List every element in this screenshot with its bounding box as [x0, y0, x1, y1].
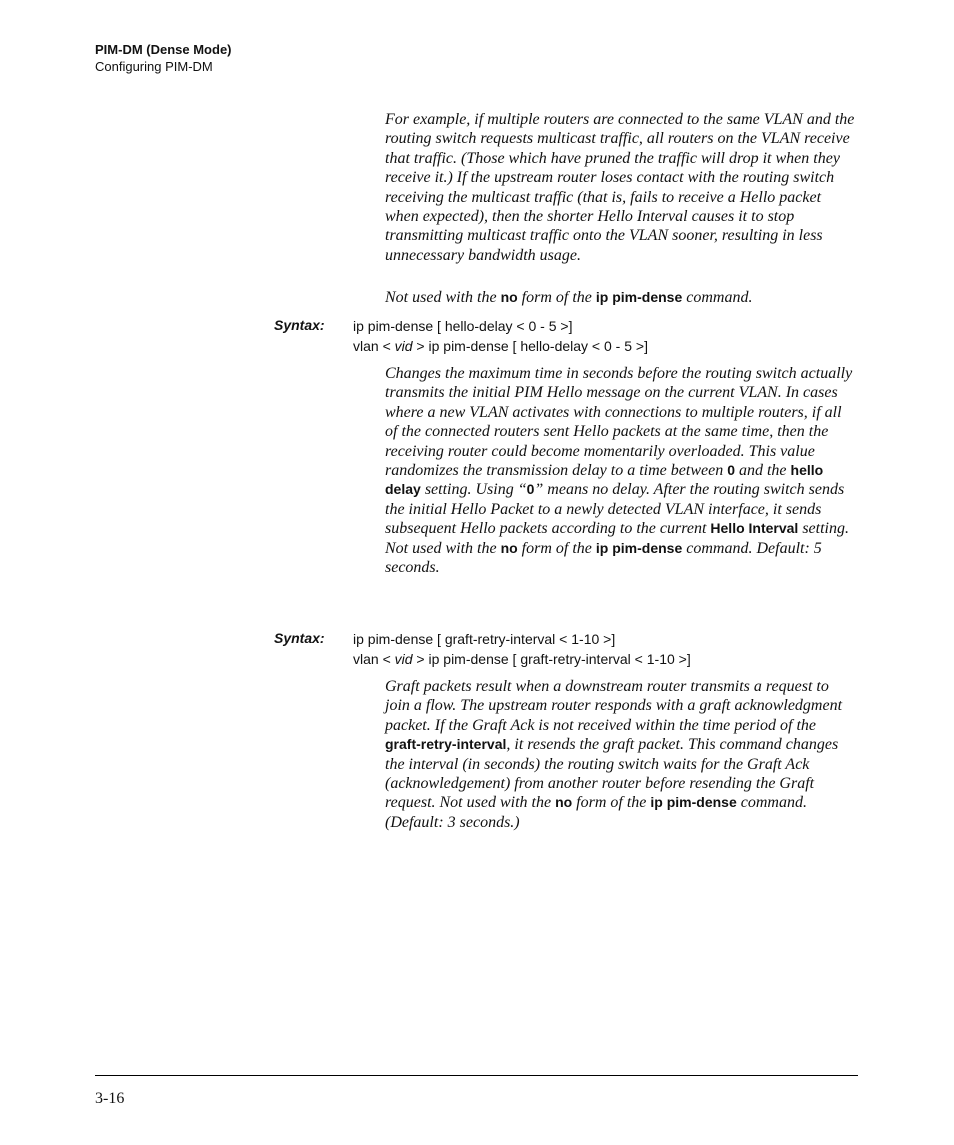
syntax-text: > ip pim-dense [ hello-delay < 0 - 5 >]: [412, 338, 648, 354]
desc-text: form of the: [572, 794, 651, 812]
syntax-text: vlan <: [353, 338, 395, 354]
section-title: Configuring PIM-DM: [95, 59, 213, 74]
desc-text: , it resends the graft packet. This command changes the interval (in seconds) the routing switch waits for the Graft Ack (acknowledgement) from another router before resending the Graft request. Not used with the: [385, 736, 839, 812]
keyword-0: 0: [526, 481, 535, 498]
intro-text: For example, if multiple routers are connected to the same VLAN and the routing switch requests multicast traffic, all routers on the VLAN receive that traffic. (Those which have pruned the traffic will drop it when they receive it.) If the upstream router loses contact with the routing switch receiving the multicast traffic (that is, fails to receive a Hello packet when expected), then the shorter Hello Interval causes it to stop transmitting multicast traffic onto the VLAN sooner, resulting in less unnecessary bandwidth usage.: [385, 111, 855, 264]
note-text: form of the: [517, 289, 596, 306]
footer-rule: [95, 1075, 858, 1076]
keyword-ip-pim-dense: ip pim-dense: [595, 539, 683, 556]
syntax-label-2: Syntax:: [274, 630, 325, 646]
hello-delay-description: [385, 364, 855, 577]
page-number: 3-16: [95, 1090, 125, 1107]
keyword-no: no: [500, 539, 518, 556]
note-text: Not used with the: [385, 289, 501, 306]
intro-paragraph: [385, 110, 855, 265]
keyword-hello-delay: hello delay: [385, 462, 824, 498]
desc-text: setting. Using “: [420, 481, 527, 499]
syntax-command-2: [353, 629, 691, 669]
keyword-graft-retry-interval: graft-retry-interval: [385, 736, 507, 753]
desc-text: Changes the maximum time in seconds before the routing switch actually transmits the initial PIM Hello message on the current VLAN. In cases where a new VLAN activates with connections to multiple routers, if all of the connected routers sent Hello packets at the same time, then the receiving router could become momentarily overloaded. This value randomizes the transmission delay to a time between: [385, 365, 853, 480]
desc-text: setting. Not used with the: [385, 520, 849, 557]
syntax-param-vid: vid: [394, 651, 413, 667]
syntax-line: [353, 649, 691, 669]
syntax-text: vlan <: [353, 651, 395, 667]
desc-text: form of the: [517, 539, 596, 557]
note-text: command.: [682, 289, 753, 306]
desc-text: command. (Default: 3 seconds.): [385, 794, 807, 831]
keyword-0: 0: [727, 462, 735, 479]
running-header: [95, 41, 232, 75]
syntax-line: ip pim-dense [ hello-delay < 0 - 5 >]: [353, 318, 573, 334]
graft-retry-description: [385, 677, 855, 832]
keyword-ip-pim-dense: ip pim-dense: [595, 289, 683, 305]
syntax-label-1: Syntax:: [274, 317, 325, 333]
keyword-no: no: [555, 794, 573, 811]
desc-text: ” means no delay. After the routing switch sends the initial Hello Packet to a newly detected VLAN interface, it sends subsequent Hello packets according to the current: [385, 481, 845, 538]
keyword-hello-interval: Hello Interval: [710, 520, 799, 537]
desc-text: command. Default: 5 seconds.: [385, 539, 822, 577]
keyword-no: no: [500, 289, 518, 305]
desc-text: and the: [734, 462, 791, 480]
keyword-ip-pim-dense: ip pim-dense: [650, 794, 737, 811]
intro-note: [385, 288, 855, 307]
syntax-text: > ip pim-dense [ graft-retry-interval < 1-10 >]: [412, 651, 691, 667]
syntax-param-vid: vid: [394, 338, 413, 354]
desc-text: Graft packets result when a downstream router transmits a request to join a flow. The upstream router responds with a graft acknowledgment packet. If the Graft Ack is not received within the time period of the: [385, 678, 843, 734]
syntax-command-1: [353, 316, 648, 356]
syntax-line: ip pim-dense [ graft-retry-interval < 1-10 >]: [353, 631, 616, 647]
chapter-title: PIM-DM (Dense Mode): [95, 42, 232, 57]
syntax-line: [353, 336, 648, 356]
